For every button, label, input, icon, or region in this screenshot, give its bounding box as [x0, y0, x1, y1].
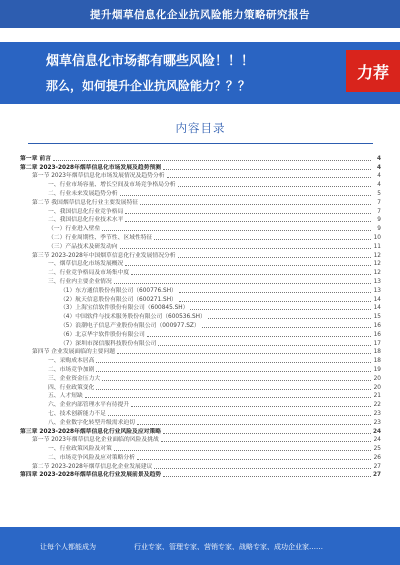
toc-entry[interactable] [20, 471, 381, 480]
recommend-logo [346, 50, 400, 92]
toc-leader-dots [125, 213, 371, 214]
toc-entry-page: 20 [373, 375, 381, 382]
toc-leader-dots [96, 362, 371, 363]
toc-entry[interactable] [20, 304, 381, 313]
toc-entry[interactable] [20, 436, 381, 445]
toc-entry-title: 一、我国信息化行业竞争格局 [48, 208, 124, 215]
toc-entry-title: 第三章 2023-2028年烟草信息化行业风险及应对策略 [20, 428, 162, 435]
toc-entry-title: （4）中国软件与技术服务股份有限公司（600536.SH） [60, 314, 206, 321]
toc-entry[interactable] [20, 348, 381, 357]
toc-entry[interactable] [20, 356, 381, 365]
toc-entry-page: 13 [373, 287, 381, 294]
toc-entry[interactable] [20, 400, 381, 409]
toc-entry-page: 15 [373, 314, 381, 321]
toc-entry-page: 12 [373, 252, 381, 259]
banner-subheadline: 那么，如何提升企业抗风险能力？？？ [46, 79, 251, 93]
toc-entry-title: 第一节 2023年烟草信息化企业面临的风险及挑战 [32, 437, 159, 444]
logo-text: 力荐 [356, 62, 389, 82]
toc-entry[interactable] [20, 277, 381, 286]
toc-entry[interactable] [20, 172, 381, 181]
toc-entry-title: 二、行业竞争格局及市场集中度 [48, 270, 130, 277]
toc-entry-title: 八、企业数字化转型升级需求迫切 [48, 419, 135, 426]
toc-entry[interactable] [20, 339, 381, 348]
toc-entry-page: 23 [373, 419, 381, 426]
toc-entry-title: 一、采购成本居高 [48, 358, 95, 365]
toc-entry-title: （二）行业周期性、季节性、区域性特征 [48, 234, 153, 241]
toc-entry-title: 七、技术创新能力不足 [48, 410, 106, 417]
toc-entry-page: 21 [373, 393, 381, 400]
toc-entry-page: 14 [373, 305, 381, 312]
toc-leader-dots [125, 221, 371, 222]
toc-entry-page: 24 [373, 437, 381, 444]
toc-leader-dots [167, 177, 371, 178]
toc-entry[interactable] [20, 242, 381, 251]
toc-leader-dots [102, 380, 371, 381]
toc-leader-dots [140, 204, 371, 205]
toc-entry-title: 第四章 2023-2028年烟草信息化行业发展前景及趋势 [20, 472, 162, 479]
toc-entry-page: 27 [373, 472, 381, 479]
toc-leader-dots [154, 239, 371, 240]
toc-entry-title: 第二节 2023-2028年烟草信息化企业发展建议 [32, 463, 153, 470]
toc-entry[interactable] [20, 409, 381, 418]
toc-leader-dots [147, 336, 371, 337]
toc-entry[interactable] [20, 392, 381, 401]
toc-entry-title: 第一章 前言 [20, 155, 52, 162]
toc-leader-dots [114, 450, 371, 451]
toc-leader-dots [102, 230, 371, 231]
toc-entry-title: 二、行业未来发展趋势分析 [48, 190, 118, 197]
toc-entry-page: 23 [373, 410, 381, 417]
toc-entry-title: 一、烟草信息化市场发展概况 [48, 261, 124, 268]
toc-leader-dots [163, 169, 371, 170]
toc-entry[interactable] [20, 418, 381, 427]
toc-entry[interactable] [20, 260, 381, 269]
toc-leader-dots [163, 476, 371, 477]
toc-entry[interactable] [20, 189, 381, 198]
toc-entry-title: 一、行业政策风险及对策 [48, 446, 112, 453]
toc-leader-dots [179, 292, 371, 293]
toc-entry[interactable] [20, 295, 381, 304]
toc-leader-dots [208, 318, 371, 319]
toc-leader-dots [108, 415, 371, 416]
toc-entry-page: 4 [377, 173, 381, 180]
toc-entry-title: （三）产品技术及研发动向 [48, 243, 118, 250]
toc-entry-title: （6）北京华宇软件股份有限公司 [60, 331, 145, 338]
toc-entry-page: 20 [373, 384, 381, 391]
toc-entry-page: 9 [377, 226, 381, 233]
document-page [20, 108, 381, 521]
toc-entry[interactable] [20, 427, 381, 436]
toc-entry[interactable] [20, 330, 381, 339]
toc-leader-dots [163, 433, 371, 434]
footer-roles: 行业专家、管理专家、营销专家、战略专家、成功企业家…… [134, 543, 323, 551]
toc-entry-title: 一、行业市场容量、增长空间及市场竞争格局分析 [48, 182, 176, 189]
toc-entry[interactable] [20, 286, 381, 295]
toc-leader-dots [125, 265, 371, 266]
toc-leader-dots [96, 389, 371, 390]
toc-leader-dots [178, 257, 371, 258]
toc-entry-title: 第二节 我国烟草信息化行业主要发展特征 [32, 199, 139, 206]
toc-entry-page: 14 [373, 296, 381, 303]
toc-entry[interactable] [20, 154, 381, 163]
toc-entry-page: 18 [373, 349, 381, 356]
toc-entry-page: 24 [373, 428, 381, 435]
toc-entry-page: 12 [373, 261, 381, 268]
toc-entry-title: 三、行业内主要企业情况 [48, 278, 112, 285]
toc-entry-page: 13 [373, 278, 381, 285]
toc-entry[interactable] [20, 374, 381, 383]
toc-leader-dots [120, 195, 371, 196]
toc-entry-title: （7）深圳市深信服科技股份有限公司 [60, 340, 157, 347]
toc-entry-page: 12 [373, 270, 381, 277]
toc-entry[interactable] [20, 198, 381, 207]
toc-entry-title: 四、行业政策变化 [48, 384, 95, 391]
toc-entry-title: 第一节 2023年烟草信息化市场发展情况及趋势分析 [32, 173, 165, 180]
report-title-bar [0, 0, 400, 28]
toc-entry-page: 17 [373, 340, 381, 347]
toc-leader-dots [131, 274, 371, 275]
toc-leader-dots [158, 345, 371, 346]
toc-entry[interactable] [20, 163, 381, 172]
toc-entry-page: 10 [373, 234, 381, 241]
toc-leader-dots [202, 327, 371, 328]
toc-entry-title: 五、人才短缺 [48, 393, 83, 400]
toc-leader-dots [137, 424, 371, 425]
toc-entry-page: 4 [376, 164, 381, 171]
toc-entry[interactable] [20, 453, 381, 462]
toc-leader-dots [190, 309, 371, 310]
toc-entry-title: 第二章 2023-2028年烟草信息化市场发展及趋势预测 [20, 164, 162, 171]
toc-list [20, 154, 381, 479]
toc-entry[interactable] [20, 207, 381, 216]
toc-entry-page: 16 [373, 322, 381, 329]
footer-bar [0, 527, 400, 565]
toc-leader-dots [120, 248, 371, 249]
footer-slogan: 让每个人都能成为 [40, 543, 96, 551]
toc-leader-dots [137, 459, 371, 460]
toc-leader-dots [178, 186, 371, 187]
promo-banner [0, 42, 400, 104]
toc-entry-page: 4 [377, 182, 381, 189]
toc-entry-page: 25 [373, 446, 381, 453]
toc-entry-page: 26 [373, 454, 381, 461]
toc-entry-title: （2）航天信息股份有限公司（600271.SH） [60, 296, 177, 303]
toc-entry-page: 5 [377, 190, 381, 197]
toc-entry-page: 16 [373, 331, 381, 338]
toc-leader-dots [131, 406, 371, 407]
toc-entry[interactable] [20, 365, 381, 374]
toc-entry[interactable] [20, 383, 381, 392]
toc-entry[interactable] [20, 233, 381, 242]
toc-entry-title: （5）浪潮电子信息产业股份有限公司（000977.SZ） [60, 322, 200, 329]
toc-entry-page: 9 [377, 217, 381, 224]
toc-entry[interactable] [20, 321, 381, 330]
toc-leader-dots [53, 160, 371, 161]
toc-entry-title: （一）行业进入壁垒 [48, 226, 101, 233]
toc-leader-dots [85, 397, 371, 398]
toc-entry-title: 六、企业内部管理水平有待提升 [48, 402, 130, 409]
toc-leader-dots [117, 353, 371, 354]
toc-entry-page: 22 [373, 402, 381, 409]
toc-entry[interactable] [20, 444, 381, 453]
toc-entry-page: 7 [377, 199, 381, 206]
toc-entry[interactable] [20, 180, 381, 189]
toc-entry-page: 11 [373, 243, 381, 250]
toc-entry-title: （1）东方通信股份有限公司（600776.SH） [60, 287, 177, 294]
report-title: 提升烟草信息化企业抗风险能力策略研究报告 [90, 8, 310, 21]
toc-entry-title: 二、市场竞争加剧 [48, 366, 95, 373]
toc-entry-title: 第四节 企业发展面临的主要问题 [32, 349, 115, 356]
toc-entry-page: 18 [373, 358, 381, 365]
toc-entry[interactable] [20, 224, 381, 233]
banner-headline: 烟草信息化市场都有哪些风险！！！ [46, 54, 255, 69]
toc-entry[interactable] [20, 251, 381, 260]
toc-entry-title: （3）上海宝信软件股份有限公司（600845.SH） [60, 305, 189, 312]
toc-entry-title: 第三节 2023-2028年中国烟草信息化行业发展情况分析 [32, 252, 176, 259]
toc-entry-page: 7 [377, 208, 381, 215]
toc-leader-dots [96, 371, 371, 372]
toc-leader-dots [114, 283, 371, 284]
toc-entry-page: 19 [373, 366, 381, 373]
toc-entry[interactable] [20, 312, 381, 321]
toc-leader-dots [161, 441, 371, 442]
toc-entry-title: 二、市场竞争风险及应对策略分析 [48, 454, 135, 461]
toc-entry-page: 27 [373, 463, 381, 470]
toc-leader-dots [179, 301, 371, 302]
toc-divider [28, 143, 373, 144]
toc-entry[interactable] [20, 216, 381, 225]
toc-entry[interactable] [20, 268, 381, 277]
toc-entry-page: 4 [376, 155, 381, 162]
toc-entry-title: 二、我国信息化行业技术水平 [48, 217, 124, 224]
toc-entry[interactable] [20, 462, 381, 471]
toc-heading: 内容目录 [175, 121, 226, 135]
toc-entry-title: 三、企业资金压力大 [48, 375, 101, 382]
toc-leader-dots [154, 468, 371, 469]
